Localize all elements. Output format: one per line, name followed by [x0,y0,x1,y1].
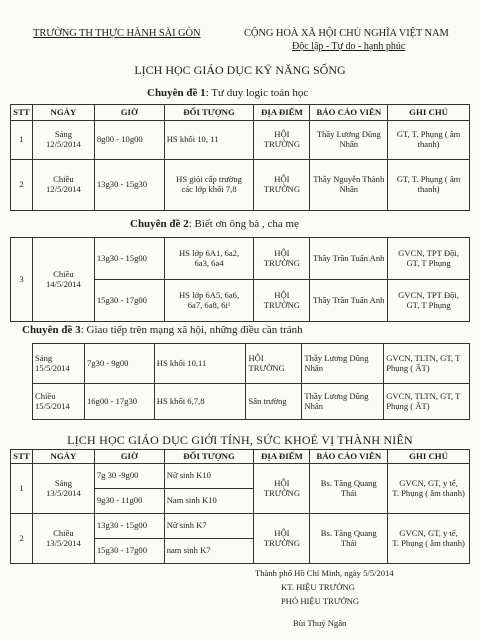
note-cell: GVCN, TLTN, GT, T Phụng ( ÂT) [384,384,470,420]
note-cell: GVCN, TPT Đội, GT, T Phụng [388,280,470,322]
health-schedule-title: LỊCH HỌC GIÁO DỤC GIỚI TÍNH, SỨC KHOẺ VỊ THÀNH NIÊN [67,433,413,447]
stt-cell: 1 [11,464,33,514]
target-cell: HS lớp 6A1, 6a2, 6a3, 6a4 [164,238,254,280]
target-cell: HS lớp 6A5, 6a6, 6a7, 6a8, 6i¹ [164,280,254,322]
day-cell: Sáng 15/5/2014 [33,344,85,384]
topic-2-text: : Biết ơn ông bà , cha mẹ [188,218,299,230]
day-cell: Sáng 12/5/2014 [32,121,94,160]
speaker-cell: Thầy Trần Tuấn Anh [310,280,388,322]
place-cell: HỘI TRƯỜNG [254,280,310,322]
time-cell: 16g00 - 17g30 [84,384,154,420]
table-row [11,160,470,211]
col-note: GHI CHÚ [388,450,470,464]
target-cell: HS khối 6,7,8 [154,384,246,420]
col-stt: STT [11,450,33,464]
topic-3-text: : Giao tiếp trên mạng xã hội, những điều cần tránh [80,324,303,336]
target-cell: nam sinh K7 [164,539,254,564]
time-cell: 15g30 - 17g00 [94,280,164,322]
table-row [11,121,470,160]
place-cell: Sân trường [246,384,302,420]
note-cell: GT, T. Phụng ( âm thanh) [388,121,470,160]
speaker-cell: Bs. Tăng Quang Thái [310,514,388,564]
speaker-cell: Thầy Lương Dũng Nhân [310,121,388,160]
note-cell: GVCN, GT, y tế, T. Phụng ( âm thanh) [388,514,470,564]
col-target: ĐỐI TƯỢNG [164,450,254,464]
speaker-cell: Thầy Lương Dũng Nhân [302,344,384,384]
national-motto: Độc lập - Tự do - hạnh phúc [292,41,406,52]
col-day: NGÀY [32,105,94,121]
speaker-cell: Thầy Trần Tuấn Anh [310,238,388,280]
topic-1-heading [147,87,308,99]
place-cell: HỘI TRƯỜNG [254,514,310,564]
time-cell: 15g30 - 17g00 [94,539,164,564]
target-cell: Nam sinh K10 [164,489,254,514]
table-row [33,384,470,420]
health-table [10,449,470,564]
col-time: GIỜ [94,105,164,121]
signer-role: PHÓ HIỆU TRƯỞNG [281,596,360,606]
col-place: ĐỊA ĐIỂM [254,450,310,464]
time-cell: 13g30 - 15g00 [94,514,164,539]
header-row [11,105,470,121]
note-cell: GVCN, TLTN, GT, T Phụng ( ÂT) [384,344,470,384]
place-cell: HỘI TRƯỜNG [254,121,310,160]
topic-1-text: : Tư duy logic toán học [205,87,309,99]
note-cell: GT, T. Phụng ( âm thanh) [388,160,470,211]
topic-1-label: Chuyên đề 1 [147,87,206,99]
republic-name: CỘNG HOÀ XÃ HỘI CHỦ NGHĨA VIỆT NAM [244,28,449,39]
col-stt: STT [11,105,33,121]
stt-cell: 3 [11,238,33,322]
table-row [33,344,470,384]
stt-cell: 2 [11,160,33,211]
target-cell: HS khối 10, 11 [164,121,254,160]
target-cell: Nữ sinh K7 [164,514,254,539]
place-cell: HỘI TRƯỜNG [254,464,310,514]
col-place: ĐỊA ĐIỂM [254,105,310,121]
target-cell: HS khối 10,11 [154,344,246,384]
header-row [11,450,470,464]
time-cell: 13g30 - 15g30 [94,160,164,211]
school-name: TRƯỜNG TH THỰC HÀNH SÀI GÒN [33,28,201,39]
target-cell: Nữ sinh K10 [164,464,254,489]
col-time: GIỜ [94,450,164,464]
topic-2-table [10,237,470,322]
table-row [11,238,470,280]
target-cell: HS giỏi cấp trường các lớp khối 7,8 [164,160,254,211]
topic-3-label: Chuyên đề 3 [22,324,81,336]
day-cell: Chiều 15/5/2014 [33,384,85,420]
day-cell: Sáng 13/5/2014 [32,464,94,514]
col-speaker: BÁO CÁO VIÊN [310,105,388,121]
col-day: NGÀY [32,450,94,464]
time-cell: 9g30 - 11g00 [94,489,164,514]
stt-cell: 1 [11,121,33,160]
speaker-cell: Thầy Nguyễn Thành Nhân [310,160,388,211]
topic-1-table [10,104,470,211]
table-row [11,464,470,489]
signer-name: Bùi Thuý Ngân [293,618,347,628]
table-row [11,514,470,539]
speaker-cell: Bs. Tăng Quang Thái [310,464,388,514]
time-cell: 8g00 - 10g00 [94,121,164,160]
topic-3-table [32,343,470,420]
day-cell: Chiều 12/5/2014 [32,160,94,211]
schedule-title: LỊCH HỌC GIÁO DỤC KỸ NĂNG SỐNG [134,63,346,77]
day-cell: Chiều 14/5/2014 [32,238,94,322]
note-cell: GVCN, TPT Đội, GT, T Phụng [388,238,470,280]
kt-title: KT. HIỆU TRƯỞNG [281,582,355,592]
stt-cell: 2 [11,514,33,564]
note-cell: GVCN, GT, y tế, T. Phụng ( âm thanh) [388,464,470,514]
topic-3-heading [22,324,303,336]
place-cell: HỘI TRƯỜNG [246,344,302,384]
col-note: GHI CHÚ [388,105,470,121]
time-cell: 7g 30 -9g00 [94,464,164,489]
time-cell: 13g30 - 15g00 [94,238,164,280]
col-target: ĐỐI TƯỢNG [164,105,254,121]
place-cell: HỘI TRƯỜNG [254,160,310,211]
place-cell: HỘI TRƯỜNG [254,238,310,280]
topic-2-label: Chuyên đề 2 [130,218,189,230]
speaker-cell: Thầy Lương Dũng Nhân [302,384,384,420]
topic-2-heading [130,218,299,230]
day-cell: Chiều 13/5/2014 [32,514,94,564]
time-cell: 7g30 - 9g00 [84,344,154,384]
col-speaker: BÁO CÁO VIÊN [310,450,388,464]
place-date: Thành phố Hồ Chí Minh, ngày 5/5/2014 [255,568,394,578]
